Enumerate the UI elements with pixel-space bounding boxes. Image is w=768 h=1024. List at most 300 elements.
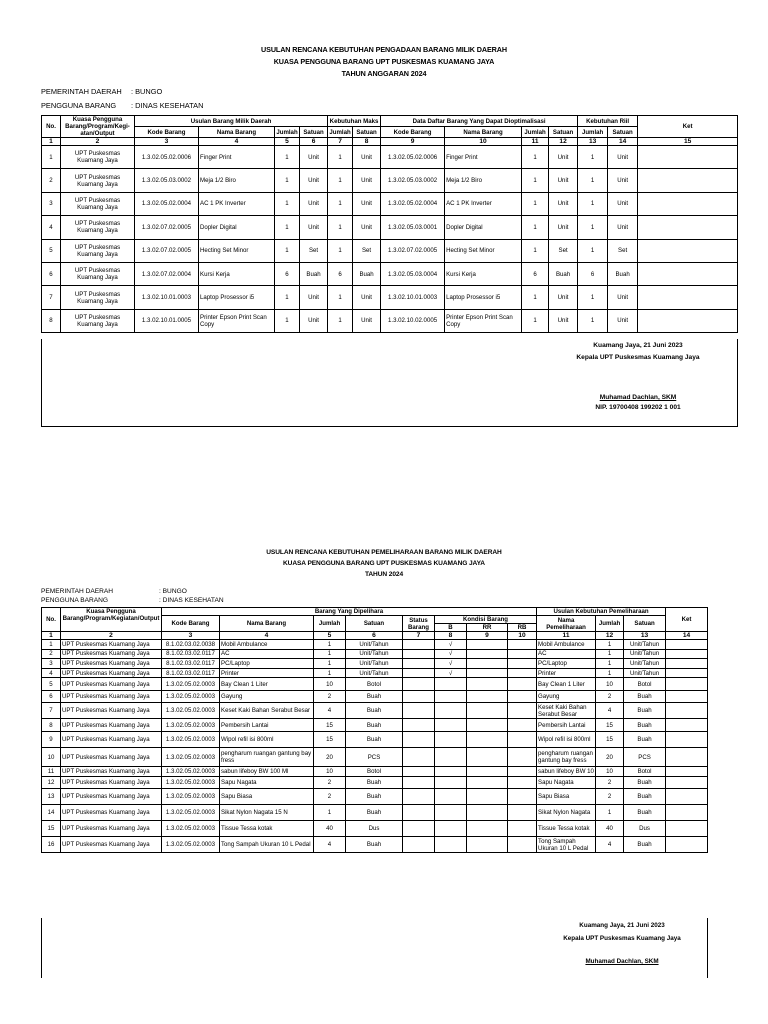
table-cell (435, 789, 467, 805)
table-cell: 1.3.02.07.02.0005 (135, 216, 199, 239)
column-number: 11 (537, 632, 596, 640)
table-cell (508, 747, 537, 767)
table-cell: 1 (596, 649, 624, 659)
table-cell: 40 (314, 821, 346, 837)
signature-place-date: Kuamang Jaya, 21 Juni 2023 (579, 922, 665, 929)
table-cell: 1 (328, 216, 353, 239)
table-cell: Sikat Nylon Nagata 15 N (220, 805, 314, 821)
table-cell: 1.3.02.05.02.0003 (162, 703, 220, 719)
doc1-meta (41, 87, 203, 111)
table-cell (435, 703, 467, 719)
doc2-title-3: TAHUN 2024 (364, 571, 404, 578)
table-cell: Unit (300, 309, 328, 332)
table-row (42, 821, 708, 837)
table-row (42, 719, 708, 732)
table-cell: 10 (596, 767, 624, 777)
table-cell: 8 (42, 309, 61, 332)
header-satuan: Satuan (300, 127, 328, 138)
table-cell: Buah (624, 731, 666, 747)
column-number: 9 (467, 632, 508, 640)
table-cell: PC/Laptop (537, 659, 596, 669)
doc2-title-2: KUASA PENGGUNA BARANG UPT PUSKESMAS KUAMANG JAYA (283, 560, 485, 567)
table-cell: 1.3.02.05.03.0001 (381, 216, 445, 239)
table-cell: 1 (522, 286, 549, 309)
table-cell: Unit (549, 216, 578, 239)
table-cell: 2 (314, 776, 346, 789)
table-cell: Unit/Tahun (346, 649, 403, 659)
table-cell (508, 659, 537, 669)
doc2-meta-value: : DINAS KESEHATAN (159, 597, 224, 604)
table-cell: Unit (300, 169, 328, 192)
table-cell: Kursi Kerja (199, 262, 275, 285)
column-number: 2 (61, 632, 162, 640)
doc2-column-numbers (42, 632, 708, 640)
doc1-meta-value: : DINAS KESEHATAN (131, 101, 204, 110)
table-cell: Buah (624, 703, 666, 719)
table-cell: 1 (522, 216, 549, 239)
table-cell-ket (638, 216, 738, 239)
table-cell-ket (666, 659, 708, 669)
table-cell: UPT Puskesmas Kuamang Jaya (61, 747, 162, 767)
table-cell: Printer (220, 668, 314, 678)
table-cell: 4 (42, 668, 61, 678)
table-cell: pengharum ruangan gantung bay fress (220, 747, 314, 767)
table-cell: UPT Puskesmas Kuamang Jaya (61, 719, 162, 732)
table-cell: Unit/Tahun (624, 640, 666, 650)
table-cell (508, 640, 537, 650)
header-jumlah: Jumlah (596, 616, 624, 632)
table-cell: Laptop Prosessor i5 (199, 286, 275, 309)
doc2-title-block (0, 547, 768, 580)
table-cell (467, 640, 508, 650)
table-row (42, 192, 738, 215)
table-cell: Buah (624, 690, 666, 703)
table-cell: 1 (522, 146, 549, 169)
table-cell: 1 (314, 659, 346, 669)
table-cell (435, 690, 467, 703)
table-cell (508, 719, 537, 732)
table-cell: UPT Puskesmas Kuamang Jaya (61, 239, 135, 262)
column-number: 5 (275, 138, 300, 146)
table-cell (403, 678, 435, 691)
table-cell: 1 (596, 640, 624, 650)
header-jumlah: Jumlah (329, 128, 351, 136)
table-cell: Buah (624, 805, 666, 821)
table-cell (403, 719, 435, 732)
table-cell: Buah (608, 262, 638, 285)
table-cell: Unit (549, 309, 578, 332)
table-cell-ket (666, 821, 708, 837)
table-cell: Tissue Tessa kotak (220, 821, 314, 837)
table-cell-ket (638, 286, 738, 309)
table-row (42, 668, 708, 678)
table-cell: 1 (578, 286, 608, 309)
table-cell: 1 (596, 668, 624, 678)
table-cell: 8.1.02.03.02.0038 (162, 640, 220, 650)
table-cell: AC (220, 649, 314, 659)
table-cell: Buah (624, 719, 666, 732)
table-cell (403, 640, 435, 650)
table-cell: 8 (42, 719, 61, 732)
table-cell (467, 719, 508, 732)
table-cell: Unit (353, 286, 381, 309)
table-cell: 10 (314, 767, 346, 777)
table-cell: 6 (578, 262, 608, 285)
table-cell: 1.3.02.05.02.0003 (162, 837, 220, 853)
table-cell: UPT Puskesmas Kuamang Jaya (61, 649, 162, 659)
doc1-signature (540, 341, 736, 413)
signature-position: Kepala UPT Puskesmas Kuamang Jaya (576, 354, 700, 361)
table-cell: 1.3.02.05.02.0003 (162, 767, 220, 777)
table-cell: Unit (353, 192, 381, 215)
table-cell (403, 821, 435, 837)
table-row (42, 239, 738, 262)
table-cell-ket (666, 747, 708, 767)
header-dipelihara: Barang Yang Dipelihara (162, 608, 537, 616)
column-number: 1 (42, 138, 61, 146)
doc1-table-body (42, 146, 738, 333)
table-cell: 1.3.02.05.02.0003 (162, 731, 220, 747)
table-cell: √ (435, 649, 467, 659)
table-cell: 1 (328, 239, 353, 262)
table-cell: 20 (596, 747, 624, 767)
table-cell (435, 821, 467, 837)
header-jumlah: Jumlah (276, 128, 298, 136)
table-cell: 1 (275, 216, 300, 239)
table-row (42, 216, 738, 239)
table-cell: Finger Print (199, 146, 275, 169)
table-cell: 9 (42, 731, 61, 747)
table-cell: Buah (624, 776, 666, 789)
table-cell: UPT Puskesmas Kuamang Jaya (61, 668, 162, 678)
table-row (42, 747, 708, 767)
table-row (42, 146, 738, 169)
table-row (42, 640, 708, 650)
table-cell: PCS (346, 747, 403, 767)
table-cell-ket (666, 678, 708, 691)
column-number: 10 (508, 632, 537, 640)
table-cell: UPT Puskesmas Kuamang Jaya (61, 789, 162, 805)
table-cell: Mobil Ambulance (537, 640, 596, 650)
table-cell-ket (666, 649, 708, 659)
table-cell-ket (638, 239, 738, 262)
header-kebutuhan-maks: Kebutuhan Maks (328, 116, 381, 127)
table-cell: 1 (275, 192, 300, 215)
table-cell: Meja 1/2 Biro (445, 169, 522, 192)
table-cell (508, 678, 537, 691)
signature-nip: NIP. 19700408 199202 1 001 (595, 404, 681, 411)
column-number: 7 (403, 632, 435, 640)
table-cell: Buah (549, 262, 578, 285)
table-cell: 13 (42, 789, 61, 805)
table-cell: UPT Puskesmas Kuamang Jaya (61, 703, 162, 719)
table-cell: √ (435, 640, 467, 650)
table-cell: 12 (42, 776, 61, 789)
table-cell: 6 (42, 690, 61, 703)
table-row (42, 731, 708, 747)
table-cell: Sapu Nagata (537, 776, 596, 789)
table-cell (467, 837, 508, 853)
table-cell (435, 678, 467, 691)
table-cell: Bay Clean 1 Liter (537, 678, 596, 691)
table-cell: UPT Puskesmas Kuamang Jaya (61, 678, 162, 691)
table-cell: Buah (300, 262, 328, 285)
table-cell: Printer (537, 668, 596, 678)
column-number: 8 (353, 138, 381, 146)
table-cell: 1 (578, 169, 608, 192)
table-cell: Dopler Digital (445, 216, 522, 239)
table-cell: 1.3.02.07.02.0004 (135, 262, 199, 285)
table-cell: Unit (353, 146, 381, 169)
table-cell: Unit (549, 169, 578, 192)
doc2-meta-key: PEMERINTAH DAERAH (41, 588, 114, 595)
table-cell: PCS (624, 747, 666, 767)
table-row (42, 805, 708, 821)
table-cell: Unit (549, 192, 578, 215)
table-cell: 1 (578, 216, 608, 239)
table-cell: 1 (275, 169, 300, 192)
table-cell: 3 (42, 192, 61, 215)
doc2-signature (538, 919, 706, 968)
table-cell: Finger Print (445, 146, 522, 169)
table-cell-ket (638, 192, 738, 215)
table-cell: 11 (42, 767, 61, 777)
table-cell: 15 (596, 719, 624, 732)
doc1-meta-key: PENGGUNA BARANG (41, 101, 117, 110)
table-cell: Botol (346, 767, 403, 777)
table-cell: 6 (275, 262, 300, 285)
table-cell: Sikat Nylon Nagata (537, 805, 596, 821)
table-cell: Tong Sampah Ukuran 10 L Pedal (220, 837, 314, 853)
table-cell: Set (353, 239, 381, 262)
header-kode: Kode Barang (381, 127, 445, 138)
table-cell (467, 747, 508, 767)
table-cell-ket (666, 776, 708, 789)
table-cell: 4 (596, 837, 624, 853)
table-cell-ket (666, 837, 708, 853)
table-row (42, 659, 708, 669)
table-cell: 1.3.02.05.03.0004 (381, 262, 445, 285)
header-kondisi-rr: RR (467, 624, 508, 632)
table-cell: 1 (275, 239, 300, 262)
table-cell: Unit (300, 192, 328, 215)
column-number: 9 (381, 138, 445, 146)
table-cell: Printer Epson Print Scan Copy (445, 309, 522, 332)
table-row (42, 678, 708, 691)
table-cell: 1.3.02.05.02.0006 (381, 146, 445, 169)
header-kuasa: Kuasa Pengguna Barang/Program/Kegiatan/Output (61, 608, 162, 632)
table-cell: Buah (624, 837, 666, 853)
table-cell: Unit/Tahun (346, 668, 403, 678)
table-cell-ket (638, 262, 738, 285)
header-satuan: Satuan (608, 127, 638, 138)
doc2-meta-value: : BUNGO (159, 588, 187, 595)
table-cell: Botol (346, 678, 403, 691)
table-cell (403, 649, 435, 659)
table-cell: Unit (300, 286, 328, 309)
table-cell: Unit (608, 309, 638, 332)
table-cell-ket (666, 731, 708, 747)
table-cell (435, 776, 467, 789)
table-cell: 1 (578, 192, 608, 215)
column-number: 14 (666, 632, 708, 640)
column-number: 4 (220, 632, 314, 640)
table-cell: Buah (346, 789, 403, 805)
doc2-table-body (42, 640, 708, 853)
table-cell-ket (666, 805, 708, 821)
table-cell (467, 821, 508, 837)
table-cell-ket (638, 169, 738, 192)
table-cell: Sapu Biasa (537, 789, 596, 805)
table-cell: Unit (353, 309, 381, 332)
column-number: 3 (135, 138, 199, 146)
table-cell: Tong Sampah Ukuran 10 L Pedal (537, 837, 596, 853)
doc1-table (41, 115, 738, 333)
table-cell (467, 668, 508, 678)
table-cell: 15 (314, 731, 346, 747)
table-cell: 7 (42, 286, 61, 309)
table-cell: 1.3.02.05.03.0002 (381, 169, 445, 192)
table-cell (467, 659, 508, 669)
table-cell: 10 (314, 678, 346, 691)
table-cell: Unit (608, 286, 638, 309)
doc1-column-numbers (42, 138, 738, 146)
table-cell: UPT Puskesmas Kuamang Jaya (61, 731, 162, 747)
table-cell: 1 (578, 309, 608, 332)
table-cell: 1 (522, 169, 549, 192)
table-row (42, 690, 708, 703)
table-cell: UPT Puskesmas Kuamang Jaya (61, 821, 162, 837)
table-row (42, 703, 708, 719)
column-number: 11 (522, 138, 549, 146)
column-number: 3 (162, 632, 220, 640)
table-cell: Keset Kaki Bahan Serabut Besar (537, 703, 596, 719)
table-cell (403, 690, 435, 703)
table-cell: 1 (314, 649, 346, 659)
table-cell: Botol (624, 767, 666, 777)
table-cell: Pembersih Lantai (537, 719, 596, 732)
table-cell: sabun lifeboy BW 100 Ml (220, 767, 314, 777)
column-number: 15 (638, 138, 738, 146)
table-cell: Gayung (537, 690, 596, 703)
table-cell (467, 776, 508, 789)
table-cell: Unit/Tahun (624, 649, 666, 659)
doc1-title-3: TAHUN ANGGARAN 2024 (341, 69, 427, 78)
header-kondisi-b: B (435, 624, 467, 632)
table-cell: AC 1 PK Inverter (445, 192, 522, 215)
column-number: 13 (578, 138, 608, 146)
header-jumlah: Jumlah (578, 127, 608, 138)
table-cell: 15 (596, 731, 624, 747)
table-cell: 1.3.02.05.02.0003 (162, 789, 220, 805)
table-row (42, 789, 708, 805)
table-cell: √ (435, 668, 467, 678)
table-cell: 4 (596, 703, 624, 719)
header-satuan: Satuan (549, 127, 578, 138)
table-cell: Keset Kaki Bahan Serabut Besar (220, 703, 314, 719)
table-cell: 1 (275, 286, 300, 309)
table-cell: sabun lifeboy BW 10 (538, 768, 594, 776)
table-cell: Unit/Tahun (624, 659, 666, 669)
table-cell (508, 821, 537, 837)
table-cell: 1 (578, 239, 608, 262)
header-no: No. (42, 608, 61, 632)
table-cell: 1 (314, 668, 346, 678)
table-cell-ket (666, 767, 708, 777)
table-cell: 1 (42, 146, 61, 169)
table-cell: 1.3.02.05.02.0003 (162, 747, 220, 767)
table-cell: Tissue Tessa kotak (537, 821, 596, 837)
table-cell: Mobil Ambulance (220, 640, 314, 650)
table-cell (467, 703, 508, 719)
table-cell: 5 (42, 678, 61, 691)
doc1-meta-key: PEMERINTAH DAERAH (41, 87, 122, 96)
table-cell: Buah (346, 690, 403, 703)
table-cell: Kursi Kerja (445, 262, 522, 285)
header-nama: Nama Barang (199, 127, 275, 138)
table-cell (508, 649, 537, 659)
table-cell (403, 789, 435, 805)
table-cell: 1 (328, 192, 353, 215)
table-cell: 1 (275, 146, 300, 169)
table-cell: 4 (314, 703, 346, 719)
table-cell: Set (549, 239, 578, 262)
table-cell (508, 805, 537, 821)
table-cell: Buah (346, 776, 403, 789)
table-cell-ket (666, 719, 708, 732)
table-cell: Hecting Set Minor (445, 239, 522, 262)
table-cell: UPT Puskesmas Kuamang Jaya (61, 169, 135, 192)
column-number: 7 (328, 138, 353, 146)
table-row (42, 169, 738, 192)
signature-name: Muhamad Dachlan, SKM (585, 958, 659, 965)
table-cell: √ (435, 659, 467, 669)
table-cell (435, 837, 467, 853)
header-usulan-pemeliharaan: Usulan Kebutuhan Pemeliharaan (537, 608, 666, 616)
table-cell (467, 649, 508, 659)
header-ket: Ket (638, 116, 738, 138)
table-cell: UPT Puskesmas Kuamang Jaya (61, 640, 162, 650)
table-cell: 1 (596, 659, 624, 669)
column-number: 14 (608, 138, 638, 146)
table-cell: 8.1.02.03.02.0117 (162, 668, 220, 678)
table-cell: 15 (314, 719, 346, 732)
table-cell: UPT Puskesmas Kuamang Jaya (61, 837, 162, 853)
table-cell: UPT Puskesmas Kuamang Jaya (61, 690, 162, 703)
table-row (42, 649, 708, 659)
table-cell (467, 731, 508, 747)
table-cell: 1.3.02.05.02.0003 (162, 776, 220, 789)
table-cell: 2 (314, 690, 346, 703)
table-cell: 4 (42, 216, 61, 239)
table-cell: Dopler Digital (199, 216, 275, 239)
table-cell (403, 703, 435, 719)
table-cell-ket (666, 640, 708, 650)
table-cell: 1.3.02.05.02.0004 (135, 192, 199, 215)
table-cell: 8.1.02.03.02.0117 (162, 659, 220, 669)
table-cell: 1.3.02.05.02.0003 (162, 821, 220, 837)
column-number: 12 (549, 138, 578, 146)
table-cell: Buah (353, 262, 381, 285)
table-cell: 1 (578, 146, 608, 169)
table-cell: Buah (346, 719, 403, 732)
column-number: 13 (624, 632, 666, 640)
table-cell: 2 (596, 789, 624, 805)
header-kode: Kode Barang (162, 616, 220, 632)
column-number: 4 (199, 138, 275, 146)
table-cell: Unit (608, 192, 638, 215)
table-cell: Botol (624, 678, 666, 691)
